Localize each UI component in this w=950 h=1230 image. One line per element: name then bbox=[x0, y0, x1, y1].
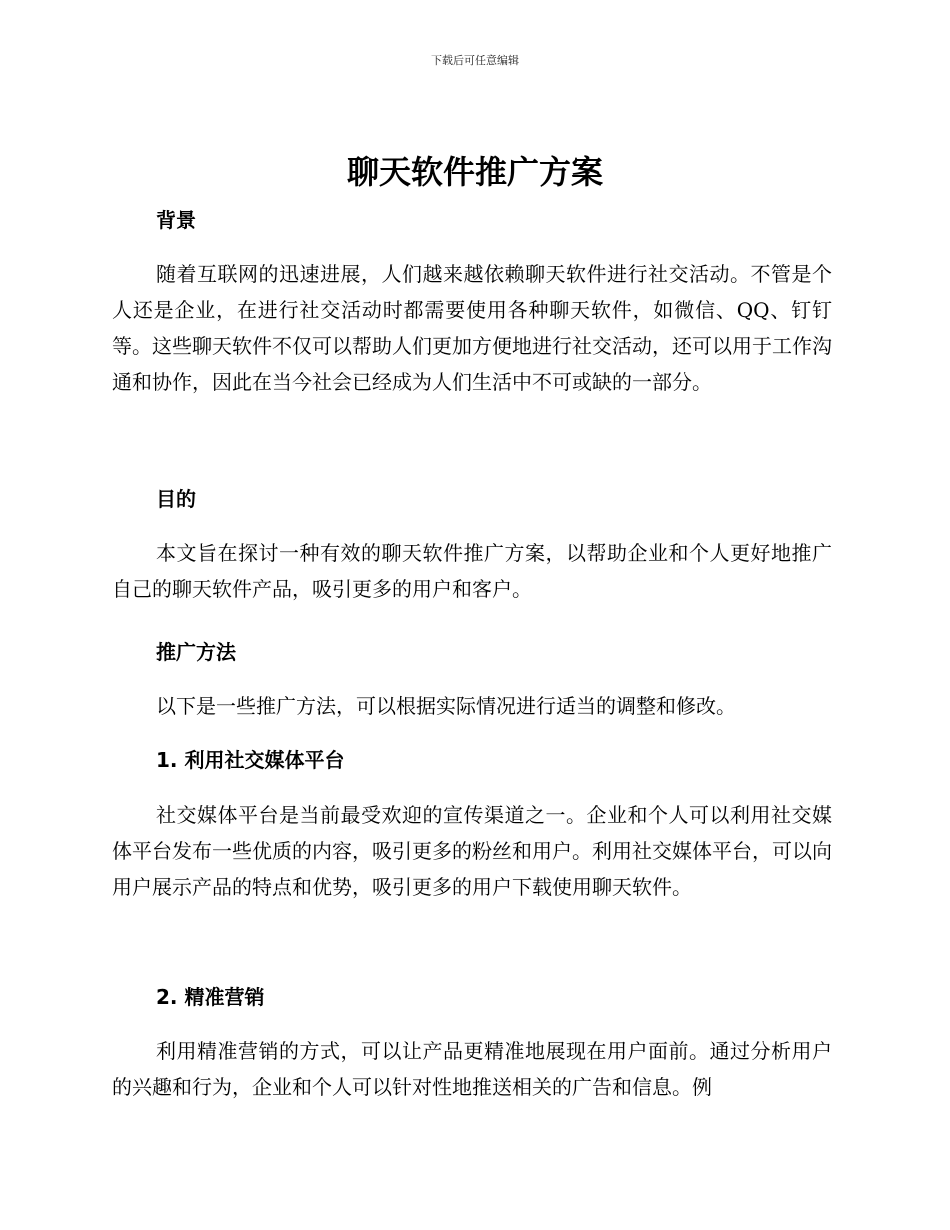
section-text-methods: 以下是一些推广方法，可以根据实际情况进行适当的调整和修改。 bbox=[156, 694, 736, 718]
section-heading-background: 背景 bbox=[156, 208, 196, 232]
section-heading-precision-marketing: 2. 精准营销 bbox=[156, 985, 265, 1009]
section-heading-social-media: 1. 利用社交媒体平台 bbox=[156, 748, 345, 772]
section-text-social-media: 社交媒体平台是当前最受欢迎的宣传渠道之一。企业和个人可以利用社交媒体平台发布一些优质的内容，吸引更多的粉丝和用户。利用社交媒体平台，可以向用户展示产品的特点和优势，吸引更多的用户下载使用聊天软件。 bbox=[112, 803, 832, 899]
section-text-precision-marketing: 利用精准营销的方式，可以让产品更精准地展现在用户面前。通过分析用户的兴趣和行为，企业和个人可以针对性地推送相关的广告和信息。例 bbox=[112, 1039, 832, 1099]
section-text-purpose: 本文旨在探讨一种有效的聊天软件推广方案，以帮助企业和个人更好地推广自己的聊天软件产品，吸引更多的用户和客户。 bbox=[112, 541, 832, 601]
document-title: 聊天软件推广方案 bbox=[346, 153, 603, 191]
section-text-background: 随着互联网的迅速进展，人们越来越依赖聊天软件进行社交活动。不管是个人还是企业，在进行社交活动时都需要使用各种聊天软件，如微信、QQ、钉钉等。这些聊天软件不仅可以帮助人们更加方便地进行社交活动，还可以用于工作沟通和协作，因此在当今社会已经成为人们生活中不可或缺的一部分。 bbox=[112, 262, 832, 394]
header-note: 下载后可任意编辑 bbox=[431, 54, 519, 67]
section-heading-purpose: 目的 bbox=[156, 487, 196, 511]
section-heading-methods: 推广方法 bbox=[156, 640, 236, 664]
